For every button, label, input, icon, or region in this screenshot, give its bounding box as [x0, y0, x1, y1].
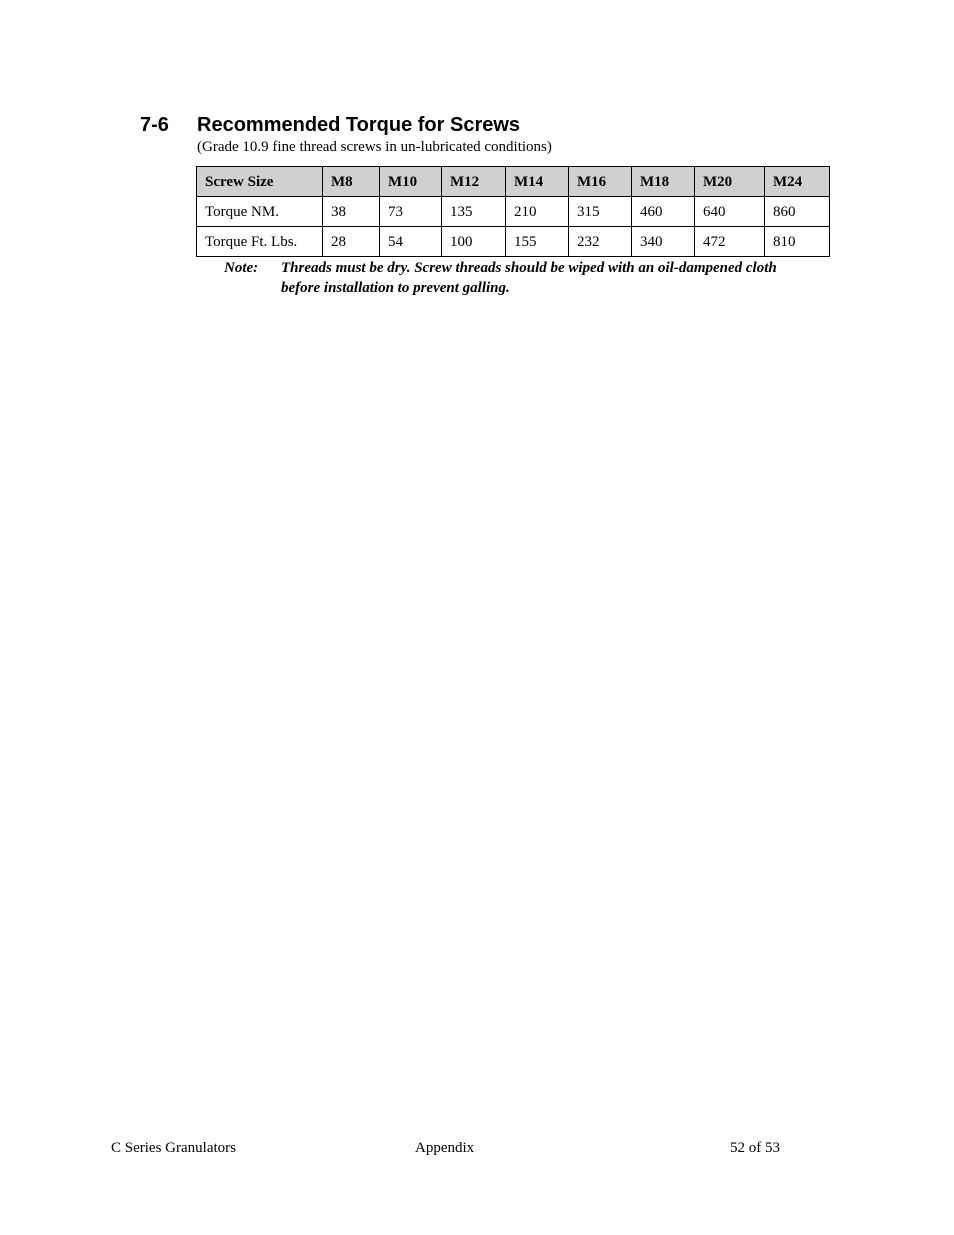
column-header: M12 [442, 167, 506, 197]
footer-document-title: C Series Granulators [111, 1140, 236, 1156]
footer-page-number: 52 of 53 [730, 1140, 780, 1156]
section-subtitle: (Grade 10.9 fine thread screws in un-lubricated conditions) [197, 139, 552, 155]
table-row [197, 197, 830, 227]
table-cell: 810 [765, 227, 830, 257]
column-header: M16 [569, 167, 632, 197]
table-row [197, 227, 830, 257]
table-header-row [197, 167, 830, 197]
table-cell: 28 [323, 227, 380, 257]
table-cell: 315 [569, 197, 632, 227]
row-label: Torque Ft. Lbs. [197, 227, 323, 257]
column-header: M24 [765, 167, 830, 197]
table-cell: 73 [380, 197, 442, 227]
torque-table [196, 166, 830, 257]
note-text: Threads must be dry. Screw threads should be wiped with an oil-dampened cloth before installation to prevent galling. [281, 260, 777, 296]
table-cell: 155 [506, 227, 569, 257]
table-cell: 100 [442, 227, 506, 257]
column-header: M10 [380, 167, 442, 197]
table-cell: 472 [695, 227, 765, 257]
table-cell: 54 [380, 227, 442, 257]
section-heading [140, 112, 520, 138]
table-cell: 38 [323, 197, 380, 227]
column-header: Screw Size [197, 167, 323, 197]
table-cell: 232 [569, 227, 632, 257]
table-cell: 340 [632, 227, 695, 257]
column-header: M14 [506, 167, 569, 197]
section-number: 7-6 [140, 114, 169, 136]
column-header: M18 [632, 167, 695, 197]
note-label: Note: [224, 260, 259, 276]
row-label: Torque NM. [197, 197, 323, 227]
table-cell: 210 [506, 197, 569, 227]
table-cell: 860 [765, 197, 830, 227]
table-cell: 640 [695, 197, 765, 227]
footer-section-name: Appendix [415, 1140, 475, 1156]
section-title: Recommended Torque for Screws [197, 114, 521, 136]
table-cell: 460 [632, 197, 695, 227]
table-cell: 135 [442, 197, 506, 227]
column-header: M20 [695, 167, 765, 197]
column-header: M8 [323, 167, 380, 197]
